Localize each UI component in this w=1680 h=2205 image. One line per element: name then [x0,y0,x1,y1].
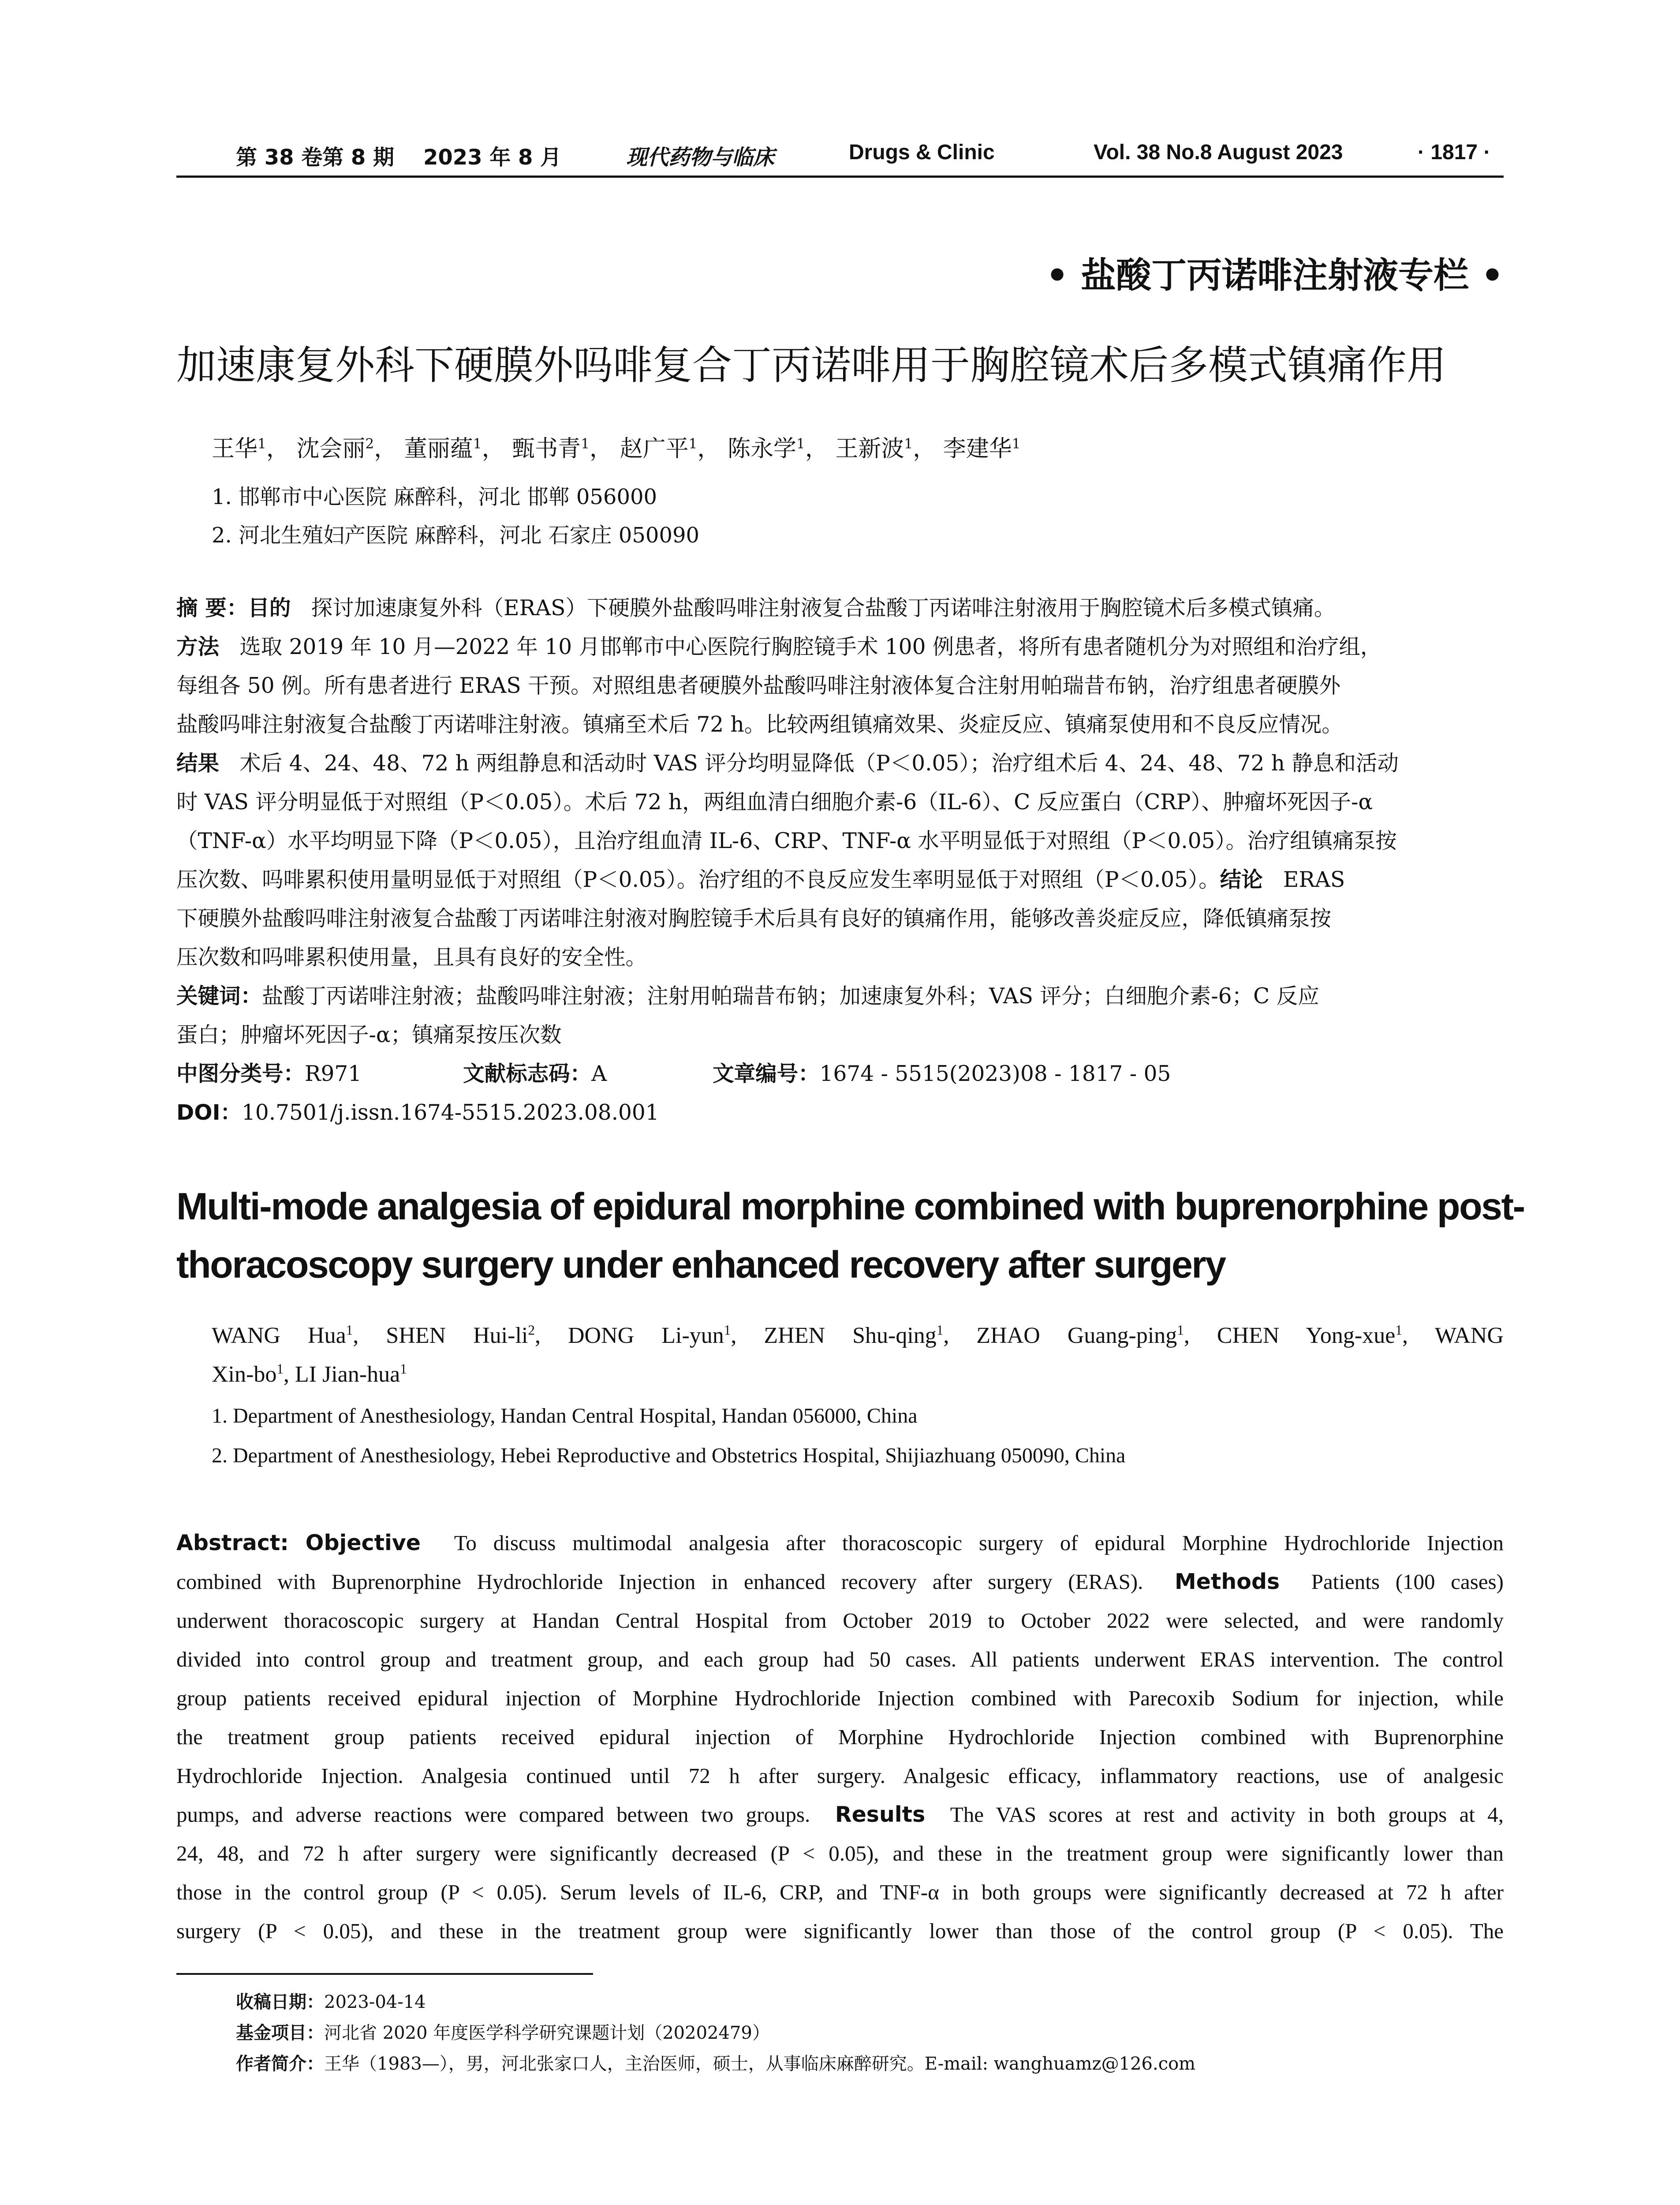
column-title: • 盐酸丁丙诺啡注射液专栏 • [1046,254,1504,296]
footnote-fund: 基金项目：河北省 2020 年度医学科学研究课题计划（20202479） [236,2023,770,2043]
author-cn: 李建华 [943,436,1012,462]
author-cn: 陈永学 [727,436,796,462]
methods-en-label: Methods [1174,1569,1280,1594]
abstract-en-label: Abstract: [176,1530,289,1555]
affiliation-cn-1: 1. 邯郸市中心医院 麻醉科，河北 邯郸 056000 [212,485,657,509]
document-code: A [591,1061,607,1086]
author-cn: 王新波 [835,436,904,462]
objective-en-label: Objective [305,1530,421,1555]
header-journal-en: Drugs & Clinic [849,141,995,164]
authors-cn: 王华$^1$， 沈会丽$^2$， 董丽蕴$^1$， 甄书青$^1$， 赵广平$^1$， 陈永学$^1$， 王新波$^1$， 李建华$^1$ [212,436,1021,462]
abstract-cn-label: 摘 要： [176,596,248,620]
methods-label: 方法 [176,635,220,659]
author-cn: 王华 [212,436,258,462]
title-cn: 加速康复外科下硬膜外吗啡复合丁丙诺啡用于胸腔镜术后多模式镇痛作用 [176,342,1446,389]
header-page-number: · 1817 · [1418,141,1491,164]
results-label: 结果 [176,751,220,776]
affiliation-en-1: 1. Department of Anesthesiology, Handan Central Hospital, Handan 056000, China [212,1404,918,1428]
footnote-author: 作者简介：王华（1983—），男，河北张家口人，主治医师，硕士，从事临床麻醉研究。E-mail: wanghuamz@126.com [236,2054,1196,2074]
header-rule [176,176,1504,178]
objective-text: 探讨加速康复外科（ERAS）下硬膜外盐酸吗啡注射液复合盐酸丁丙诺啡注射液用于胸腔镜术后多模式镇痛。 [311,596,1336,620]
affiliation-en-2: 2. Department of Anesthesiology, Hebei Reproductive and Obstetrics Hospital, Shijiazhuang 050090, China [212,1444,1126,1467]
abstract-en: Abstract: Objective To discuss multimodal analgesia after thoracoscopic surgery of epidural Morphine Hydrochloride Injection combined with Buprenorphine Hydrochloride Injection in enhanced recovery after surgery (ERAS). Methods Patients (100 cases) underwent thoracoscopic surgery at Handan Central Hospital from October 2019 to October 2022 were selected, and were randomly divided into control group and treatment group, and each group had 50 cases. All patients underwent ERAS intervention. The control group patients received epidural injection of Morphine Hydrochloride Injection combined with Parecoxib Sodium for injection, while the treatment group patients received epidural injection of Morphine Hydrochloride Injection combined with Buprenorphine Hydrochloride Injection. Analgesia continued until 72 h after surgery. Analgesic efficacy, inflammatory reactions, use of analgesic pumps, and adverse reactions were compared between two groups. Results The VAS scores at rest and activity in both groups at 4, 24, 48, and 72 h after surgery were significantly decreased (P < 0.05), and these in the treatment group were significantly lower than those in the control group (P < 0.05). Serum levels of IL-6, CRP, and TNF-α in both groups were significantly decreased at 72 h after surgery (P < 0.05), and these in the treatment group were significantly lower than those of the control group (P < 0.05). The [176,1530,1504,1943]
classification-line: 中图分类号：R971 文献标志码：A 文章编号：1674 - 5515(2023)08 - 1817 - 05 [176,1061,1171,1086]
abstract-cn: 摘 要：目的 探讨加速康复外科（ERAS）下硬膜外盐酸吗啡注射液复合盐酸丁丙诺啡注射液用于胸腔镜术后多模式镇痛。 方法 选取 2019 年 10 月—2022 年 10 月邯郸市中心医院行胸腔镜手术 100 例患者，将所有患者随机分为对照组和治疗组， 每组各 50 例。所有患者进行 ERAS 干预。对照组患者硬膜外盐酸吗啡注射液体复合注射用帕瑞昔布钠，治疗组患者硬膜外 盐酸吗啡注射液复合盐酸丁丙诺啡注射液。镇痛至术后 72 h。比较两组镇痛效果、炎症反应、镇痛泵使用和不良反应情况。 结果 术后 4、24、48、72 h 两组静息和活动时 VAS 评分均明显降低（P＜0.05）；治疗组术后 4、24、48、72 h 静息和活动 时 VAS 评分明显低于对照组（P＜0.05）。术后 72 h，两组血清白细胞介素-6（IL-6）、C 反应蛋白（CRP）、肿瘤坏死因子-α （TNF-α）水平均明显下降（P＜0.05），且治疗组血清 IL-6、CRP、TNF-α 水平明显低于对照组（P＜0.05）。治疗组镇痛泵按 压次数、吗啡累积使用量明显低于对照组（P＜0.05）。治疗组的不良反应发生率明显低于对照组（P＜0.05）。结论 ERAS 下硬膜外盐酸吗啡注射液复合盐酸丁丙诺啡注射液对胸腔镜手术后具有良好的镇痛作用，能够改善炎症反应，降低镇痛泵按 压次数和吗啡累积使用量，且具有良好的安全性。 关键词：盐酸丁丙诺啡注射液；盐酸吗啡注射液；注射用帕瑞昔布钠；加速康复外科；VAS 评分；白细胞介素-6；C 反应 蛋白；肿瘤坏死因子-α；镇痛泵按压次数 中图分类号：R971 文献标志码：A 文章编号：1674 - 5515(2023)08 - 1817 - 05 DOI：10.7501/j.issn.1674-5515.2023.08.001 [176,589,1504,1132]
clc-number: R971 [305,1061,362,1086]
authors-en: WANG Hua$^1$, SHEN Hui-$li^2$, DONG Li-yun$^1$, ZHEN Shu-qing$^1$, ZHAO Guang-ping$^1$, CHEN Yong-xue$^1$, WANG Xin-$bo^1$, LI Jian-hua$^1$ [212,1322,1504,1387]
footnote-rule [176,1973,593,1975]
author-cn: 赵广平 [620,436,689,462]
header-volume-en: Vol. 38 No.8 August 2023 [1094,141,1343,164]
conclusion-label: 结论 [1220,867,1263,892]
header-date-cn: 2023 年 8 月 [423,145,562,170]
footnote-received: 收稿日期：2023-04-14 [236,1992,426,2012]
doi-link[interactable]: 10.7501/j.issn.1674-5515.2023.08.001 [242,1100,659,1125]
author-cn: 甄书青 [512,436,581,462]
author-cn: 沈会丽 [296,436,366,462]
keywords-text: 盐酸丁丙诺啡注射液；盐酸吗啡注射液；注射用帕瑞昔布钠；加速康复外科；VAS 评分；白细胞介素-6；C 反应 [262,984,1319,1009]
article-number: 1674 - 5515(2023)08 - 1817 - 05 [819,1061,1171,1086]
objective-label: 目的 [248,596,291,620]
keywords-label: 关键词： [176,984,262,1009]
header-volume-cn: 第 38 卷第 8 期 [236,145,395,170]
affiliation-cn-2: 2. 河北生殖妇产医院 麻醉科，河北 石家庄 050090 [212,523,700,548]
header-journal-cn: 现代药物与临床 [626,145,775,170]
author-cn: 董丽蕴 [404,436,473,462]
title-en: Multi-mode analgesia of epidural morphine combined with buprenorphine post- thoracoscopy surgery under enhanced recovery after surgery [176,1185,1524,1286]
results-en-label: Results [835,1802,926,1827]
